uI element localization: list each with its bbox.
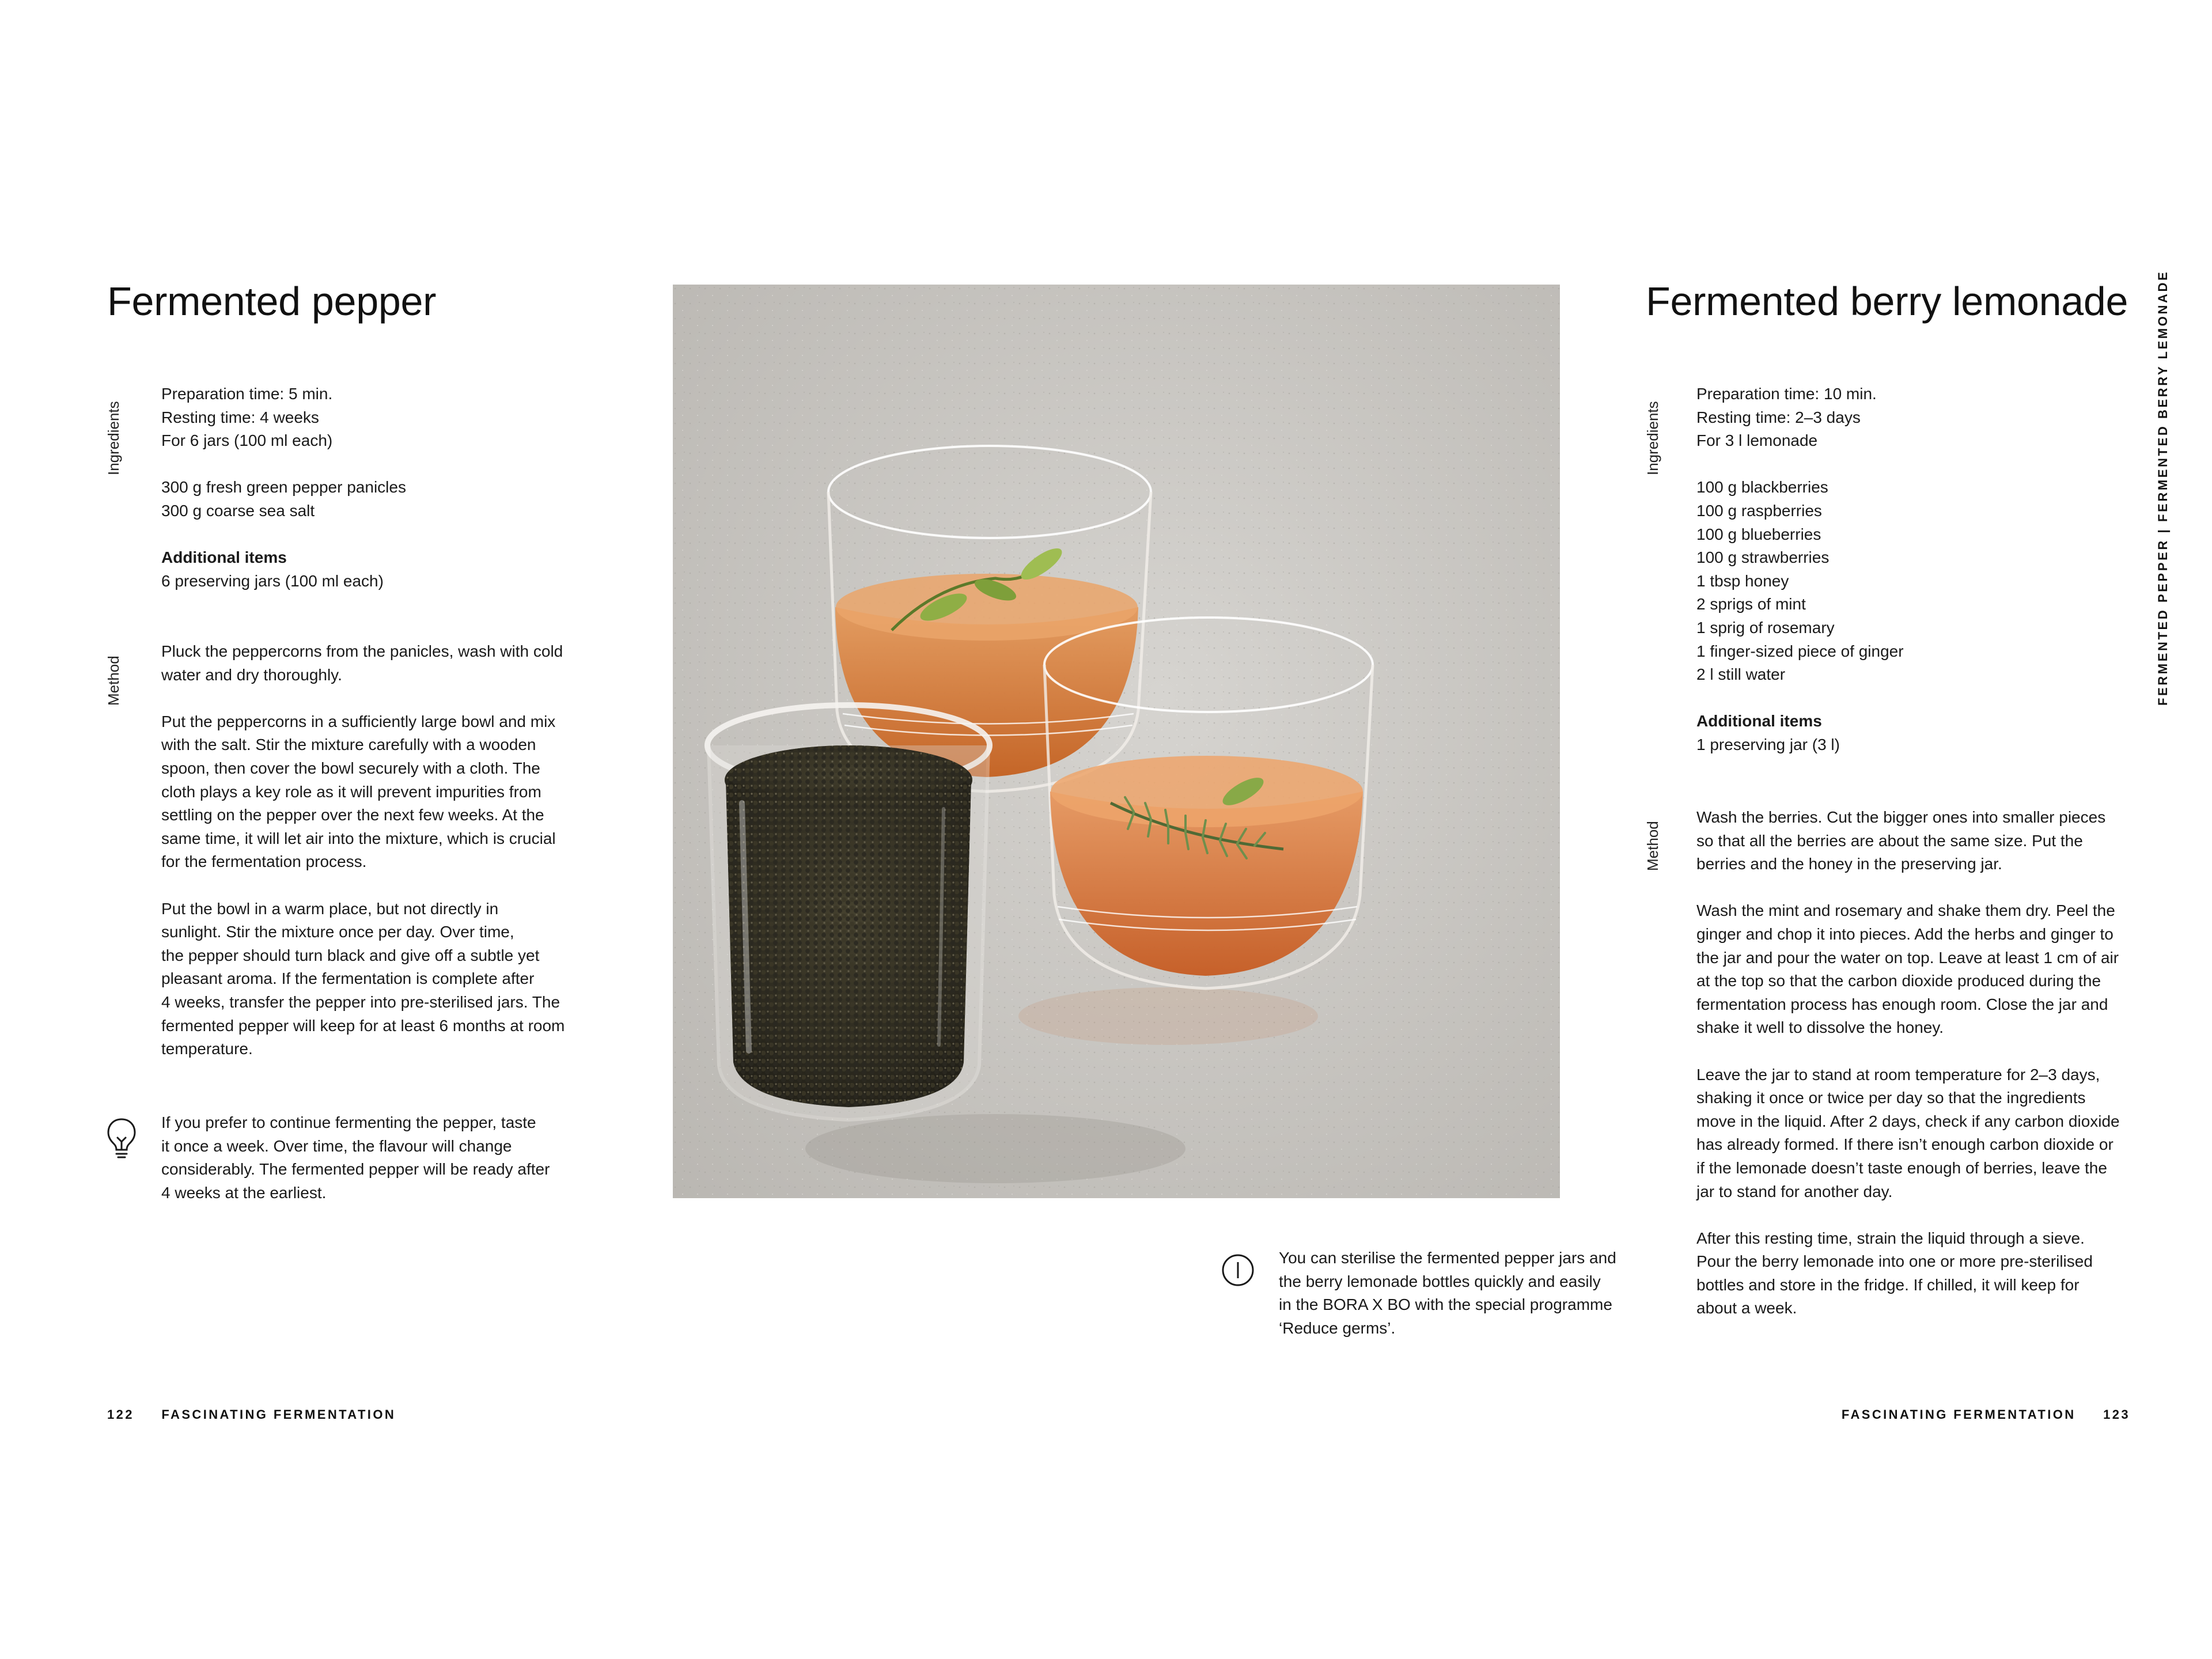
text-line: Wash the berries. Cut the bigger ones into smaller pieces	[1696, 808, 2106, 826]
ingredient-item: 300 g coarse sea salt	[161, 501, 315, 520]
method-step	[161, 640, 622, 687]
recipe-info	[1696, 382, 2157, 453]
method-step	[161, 897, 622, 1061]
footer-right	[1842, 1407, 2130, 1422]
prep-time: Preparation time: 10 min.	[1696, 385, 1877, 403]
ingredient-item: 100 g raspberries	[1696, 501, 1822, 520]
text-line: jar to stand for another day.	[1696, 1182, 1893, 1200]
page-title-right: Fermented berry lemonade	[1646, 279, 2128, 324]
yield: For 6 jars (100 ml each)	[161, 431, 333, 450]
text-line: Pluck the peppercorns from the panicles, wash with cold	[161, 642, 563, 660]
page-number-right: 123	[2103, 1407, 2130, 1422]
text-line: bottles and store in the fridge. If chilled, it will keep for	[1696, 1275, 2080, 1294]
ingredient-item: 100 g strawberries	[1696, 548, 1830, 567]
yield: For 3 l lemonade	[1696, 431, 1818, 450]
prep-time: Preparation time: 5 min.	[161, 385, 333, 403]
text-line: settling on the pepper over the next few weeks. At the	[161, 806, 544, 824]
page-number-left: 122	[107, 1407, 134, 1422]
text-line: Leave the jar to stand at room temperature for 2–3 days,	[1696, 1065, 2100, 1084]
text-line: berries and the honey in the preserving jar.	[1696, 855, 2002, 873]
method-block-left	[161, 640, 622, 1061]
ingredient-item: 2 l still water	[1696, 665, 1786, 684]
text-line: Put the peppercorns in a sufficiently large bowl and mix	[161, 712, 556, 730]
text-line: Pour the berry lemonade into one or more pre-sterilised	[1696, 1252, 2093, 1271]
text-line: ginger and chop it into pieces. Add the herbs and ginger to	[1696, 925, 2113, 943]
text-line: fermented pepper will keep for at least 6 months at room	[161, 1016, 565, 1035]
additional-items	[161, 546, 622, 593]
method-step	[161, 710, 622, 874]
text-line: the pepper should turn black and give off a subtle yet	[161, 946, 540, 964]
text-line: ‘Reduce germs’.	[1279, 1319, 1396, 1337]
text-line: so that all the berries are about the same size. Put the	[1696, 831, 2083, 850]
ingredient-list	[1696, 476, 2157, 686]
text-line: has already formed. If there isn’t enough carbon dioxide or	[1696, 1135, 2113, 1154]
running-header: FERMENTED PEPPER | FERMENTED BERRY LEMONADE	[2156, 270, 2170, 706]
resting-time: Resting time: 4 weeks	[161, 408, 319, 426]
text-line: You can sterilise the fermented pepper jars and	[1279, 1249, 1616, 1267]
section-name-right: FASCINATING FERMENTATION	[1841, 1407, 2076, 1422]
tip-paragraph	[161, 1111, 622, 1205]
text-line: Put the bowl in a warm place, but not directly in	[161, 899, 499, 918]
method-block-right	[1696, 806, 2169, 1320]
ingredient-item: 100 g blueberries	[1696, 525, 1821, 543]
info-icon	[1221, 1253, 1255, 1287]
ingredient-item: 1 tbsp honey	[1696, 571, 1789, 590]
ingredients-label-left: Ingredients	[105, 401, 122, 475]
text-line: considerably. The fermented pepper will be ready after	[161, 1160, 550, 1179]
note-text	[1279, 1247, 1694, 1340]
text-line: cloth plays a key role as it will prevent impurities from	[161, 782, 541, 801]
text-line: the berry lemonade bottles quickly and easily	[1279, 1272, 1601, 1290]
text-line: for the fermentation process.	[161, 853, 367, 871]
text-line: shaking it once or twice per day so that the ingredients	[1696, 1089, 2086, 1107]
additional-item: 6 preserving jars (100 ml each)	[161, 571, 384, 590]
text-line: move in the liquid. After 2 days, check if any carbon dioxide	[1696, 1112, 2120, 1130]
text-line: 4 weeks at the earliest.	[161, 1183, 327, 1202]
additional-items-heading: Additional items	[1696, 712, 1822, 730]
text-line: at the top so that the carbon dioxide produced during the	[1696, 972, 2101, 990]
text-line: the jar and pour the water on top. Leave at least 1 cm of air	[1696, 948, 2119, 967]
method-step	[1696, 1063, 2169, 1204]
text-line: shake it well to dissolve the honey.	[1696, 1018, 1944, 1037]
recipe-info	[161, 382, 622, 453]
tip-text	[161, 1111, 622, 1205]
text-line: sunlight. Stir the mixture once per day. Over time,	[161, 923, 514, 941]
text-line: spoon, then cover the bowl securely with a cloth. The	[161, 759, 540, 777]
ingredient-item: 2 sprigs of mint	[1696, 595, 1806, 613]
ingredient-list	[161, 476, 622, 522]
lightbulb-icon	[107, 1118, 137, 1159]
text-line: in the BORA X BO with the special programme	[1279, 1296, 1612, 1314]
ingredients-label-right: Ingredients	[1644, 401, 1661, 475]
method-label-right: Method	[1644, 821, 1661, 871]
text-line: with the salt. Stir the mixture carefully with a wooden	[161, 736, 536, 754]
method-step	[1696, 806, 2169, 876]
ingredient-item: 1 finger-sized piece of ginger	[1696, 642, 1904, 660]
resting-time: Resting time: 2–3 days	[1696, 408, 1861, 426]
text-line: If you prefer to continue fermenting the pepper, taste	[161, 1113, 536, 1131]
text-line: temperature.	[161, 1040, 253, 1058]
method-label-left: Method	[105, 656, 122, 706]
ingredients-block-left	[161, 382, 622, 593]
photo-fermented-pepper-and-lemonade	[673, 285, 1560, 1198]
text-line: Wash the mint and rosemary and shake them dry. Peel the	[1696, 902, 2115, 920]
text-line: same time, it will let air into the mixture, which is crucial	[161, 829, 556, 847]
footer-left	[107, 1407, 396, 1422]
ingredient-item: 1 sprig of rosemary	[1696, 618, 1835, 637]
additional-items	[1696, 710, 2157, 756]
ingredient-item: 300 g fresh green pepper panicles	[161, 478, 406, 497]
text-line: pleasant aroma. If the fermentation is complete after	[161, 969, 535, 988]
ingredient-item: 100 g blackberries	[1696, 478, 1828, 497]
note-paragraph	[1279, 1247, 1694, 1340]
method-step	[1696, 899, 2169, 1040]
text-line: if the lemonade doesn’t taste enough of berries, leave the	[1696, 1158, 2107, 1177]
text-line: fermentation process has enough room. Close the jar and	[1696, 995, 2108, 1013]
additional-item: 1 preserving jar (3 l)	[1696, 735, 1840, 753]
page-title-left: Fermented pepper	[107, 279, 437, 324]
text-line: about a week.	[1696, 1299, 1797, 1317]
text-line: it once a week. Over time, the flavour will change	[161, 1137, 512, 1155]
method-step	[1696, 1227, 2169, 1320]
text-line: 4 weeks, transfer the pepper into pre-sterilised jars. The	[161, 993, 560, 1011]
text-line: water and dry thoroughly.	[161, 665, 342, 684]
text-line: After this resting time, strain the liquid through a sieve.	[1696, 1229, 2085, 1247]
section-name-left: FASCINATING FERMENTATION	[161, 1407, 396, 1422]
ingredients-block-right	[1696, 382, 2157, 757]
additional-items-heading: Additional items	[161, 548, 287, 567]
